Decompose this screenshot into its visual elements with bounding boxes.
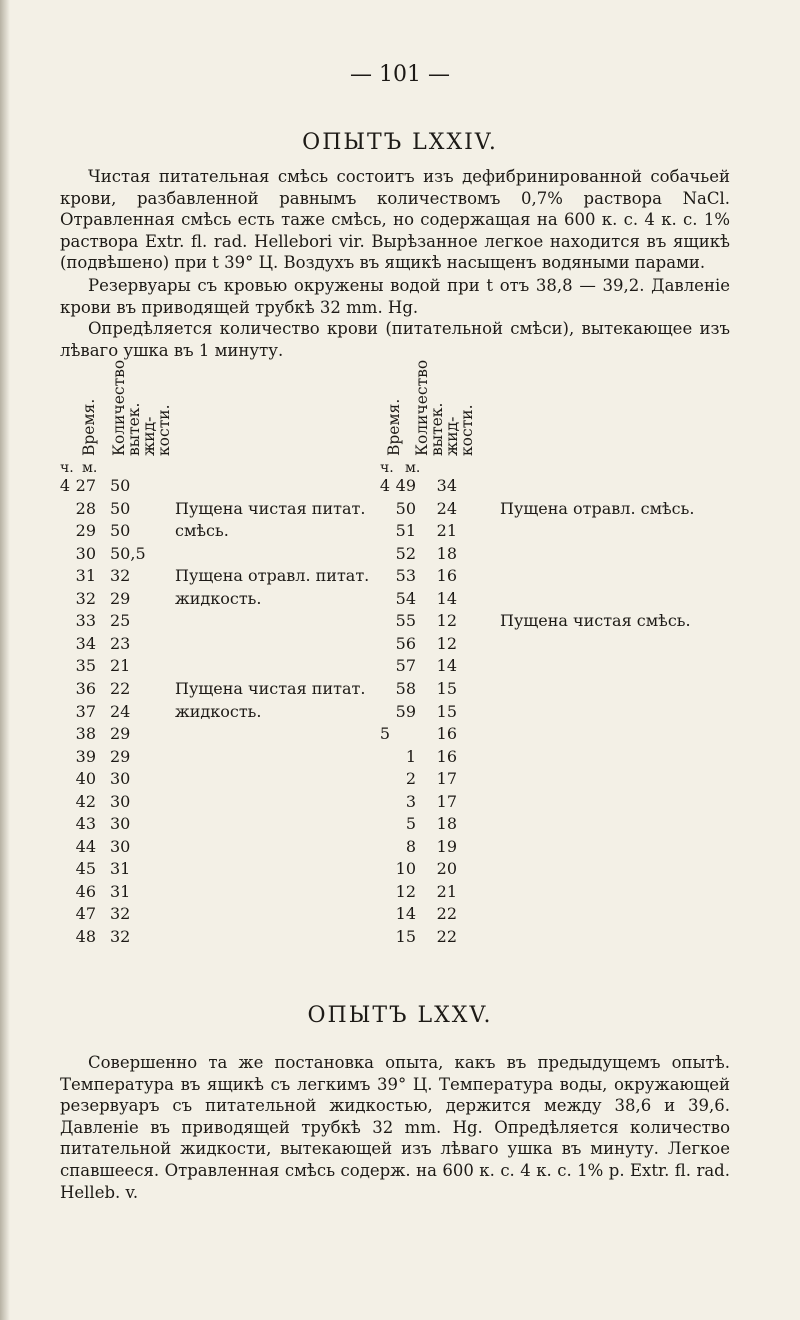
table-row	[0, 544, 800, 566]
left-quantity: 21	[110, 656, 131, 676]
left-quantity: 30	[110, 769, 131, 789]
left-quantity: 23	[110, 633, 131, 653]
table-row	[0, 589, 800, 611]
right-minute: 51	[395, 521, 416, 541]
left-quantity: 50	[110, 498, 131, 518]
right-quantity: 17	[436, 769, 457, 789]
left-note: жидкость.	[175, 701, 262, 721]
left-quantity: 32	[110, 566, 131, 586]
right-quantity: 22	[436, 927, 457, 946]
right-minute: 15	[395, 927, 416, 946]
table-row	[0, 904, 800, 926]
header-time-right: Время.	[385, 398, 403, 456]
left-note: Пущена чистая питат.	[175, 678, 366, 698]
left-minute: 48	[75, 927, 96, 946]
table-row	[0, 521, 800, 543]
right-minute: 8	[405, 836, 416, 856]
table-row	[0, 837, 800, 859]
right-quantity: 18	[436, 814, 457, 834]
units-minutes-left: м.	[82, 460, 98, 476]
right-quantity: 34	[436, 476, 457, 495]
right-quantity: 15	[436, 701, 457, 721]
left-minute: 45	[75, 859, 96, 879]
left-minute: 38	[75, 724, 96, 744]
right-note: Пущена чистая смѣсь.	[500, 611, 691, 631]
right-quantity: 18	[436, 543, 457, 563]
left-note: Пущена чистая питат.	[175, 498, 366, 518]
right-minute: 14	[395, 904, 416, 924]
left-minute: 27	[75, 476, 96, 495]
right-quantity: 17	[436, 791, 457, 811]
right-minute: 5	[405, 814, 416, 834]
table-row	[0, 566, 800, 588]
left-minute: 39	[75, 746, 96, 766]
left-quantity: 25	[110, 611, 131, 631]
table-row	[0, 859, 800, 881]
table-row	[0, 814, 800, 836]
left-minute: 43	[75, 814, 96, 834]
right-quantity: 24	[436, 498, 457, 518]
left-quantity: 30	[110, 836, 131, 856]
left-minute: 36	[75, 678, 96, 698]
left-note: смѣсь.	[175, 521, 229, 541]
right-quantity: 21	[436, 881, 457, 901]
header-time-left: Время.	[80, 398, 98, 456]
table-row	[0, 724, 800, 746]
table-row	[0, 927, 800, 949]
units-hours-right: ч.	[380, 460, 394, 476]
right-minute: 1	[405, 746, 416, 766]
table-row	[0, 792, 800, 814]
left-minute: 46	[75, 881, 96, 901]
left-note: жидкость.	[175, 588, 262, 608]
intro-paragraph-1: Чистая питательная смѣсь состоитъ изъ дефибринированной собачьей крови, разбавленной равнымъ количествомъ 0,7% раствора NaCl. Отравленная смѣсь есть таже смѣсь, но содержащая на 600 к. с. 4 к. с. 1% раствора Extr. fl. rad. Helleborі vir. Вырѣзанное легкое находится въ ящикѣ (подвѣшено) при t 39° Ц. Воздухъ въ ящикѣ насыщенъ водяными парами.	[60, 167, 730, 273]
right-minute: 58	[395, 678, 416, 698]
right-quantity: 19	[436, 836, 457, 856]
header-qty-right: Количество вытек. жид- кости.	[413, 359, 476, 456]
right-minute: 2	[405, 769, 416, 789]
right-hour: 5	[379, 724, 390, 744]
left-minute: 29	[75, 521, 96, 541]
units-minutes-right: м.	[405, 460, 421, 476]
left-minute: 40	[75, 769, 96, 789]
right-quantity: 15	[436, 678, 457, 698]
left-minute: 28	[75, 498, 96, 518]
left-quantity: 22	[110, 678, 131, 698]
left-quantity: 31	[110, 859, 131, 879]
right-quantity: 14	[436, 656, 457, 676]
units-hours-left: ч.	[60, 460, 74, 476]
left-quantity: 32	[110, 904, 131, 924]
right-minute: 57	[395, 656, 416, 676]
left-quantity: 29	[110, 588, 131, 608]
right-minute: 56	[395, 633, 416, 653]
right-minute: 53	[395, 566, 416, 586]
left-quantity: 50	[110, 521, 131, 541]
right-quantity: 16	[436, 746, 457, 766]
closing-paragraph: Совершенно та же постановка опыта, какъ въ предыдущемъ опытѣ. Температура въ ящикѣ съ легкимъ 39° Ц. Температура воды, окружающей резервуаръ съ питательной жидкостью, держится между 38,6 и 39,6. Давленіе въ приводящей трубкѣ 32 mm. Hg. Опредѣляется количество питательной жидкости, вытекающей изъ лѣваго ушка въ минуту. Легкое спавшееся. Отравленная смѣсь содерж. на 600 к. с. 4 к. с. 1% р. Extr. fl. rad. Helleb. v.	[60, 1053, 730, 1202]
table-row	[0, 882, 800, 904]
left-minute: 47	[75, 904, 96, 924]
right-minute: 3	[405, 791, 416, 811]
right-quantity: 12	[436, 611, 457, 631]
experiment-title-75: ОПЫТЪ LXXV.	[307, 1003, 493, 1028]
left-quantity: 50	[110, 476, 131, 495]
page-number: — 101 —	[350, 62, 450, 87]
right-minute: 59	[395, 701, 416, 721]
right-quantity: 14	[436, 588, 457, 608]
table-row	[0, 634, 800, 656]
left-quantity: 32	[110, 927, 131, 946]
right-minute: 49	[395, 476, 416, 495]
right-quantity: 16	[436, 566, 457, 586]
right-note: Пущена отравл. смѣсь.	[500, 498, 695, 518]
table-row	[0, 679, 800, 701]
left-quantity: 30	[110, 814, 131, 834]
right-quantity: 20	[436, 859, 457, 879]
left-quantity: 30	[110, 791, 131, 811]
right-minute: 50	[395, 498, 416, 518]
left-note: Пущена отравл. питат.	[175, 566, 370, 586]
table-row	[0, 656, 800, 678]
left-minute: 44	[75, 836, 96, 856]
left-quantity: 24	[110, 701, 131, 721]
right-minute: 54	[395, 588, 416, 608]
left-hour: 4	[59, 476, 70, 495]
right-quantity: 21	[436, 521, 457, 541]
table-row	[0, 476, 800, 498]
right-quantity: 16	[436, 724, 457, 744]
right-hour: 4	[379, 476, 390, 495]
table-row	[0, 611, 800, 633]
right-minute: 12	[395, 881, 416, 901]
left-minute: 35	[75, 656, 96, 676]
left-minute: 42	[75, 791, 96, 811]
right-minute: 55	[395, 611, 416, 631]
left-minute: 32	[75, 588, 96, 608]
header-qty-left: Количество вытек. жид- кости.	[110, 359, 173, 456]
left-quantity: 29	[110, 724, 131, 744]
table-row	[0, 702, 800, 724]
left-minute: 37	[75, 701, 96, 721]
table-row	[0, 747, 800, 769]
right-quantity: 12	[436, 633, 457, 653]
left-quantity: 31	[110, 881, 131, 901]
right-minute: 10	[395, 859, 416, 879]
left-minute: 31	[75, 566, 96, 586]
left-minute: 33	[75, 611, 96, 631]
right-minute: 52	[395, 543, 416, 563]
left-minute: 30	[75, 543, 96, 563]
left-quantity: 50,5	[110, 543, 146, 563]
left-quantity: 29	[110, 746, 131, 766]
right-quantity: 22	[436, 904, 457, 924]
experiment-title-74: ОПЫТЪ LXXIV.	[302, 130, 498, 155]
intro-paragraph-3: Опредѣляется количество крови (питательной смѣси), вытекающее изъ лѣваго ушка въ 1 минуту.	[60, 319, 730, 360]
table-row	[0, 499, 800, 521]
left-minute: 34	[75, 633, 96, 653]
table-row	[0, 769, 800, 791]
intro-paragraph-2: Резервуары съ кровью окружены водой при t отъ 38,8 — 39,2. Давленіе крови въ приводящей трубкѣ 32 mm. Hg.	[60, 276, 730, 317]
